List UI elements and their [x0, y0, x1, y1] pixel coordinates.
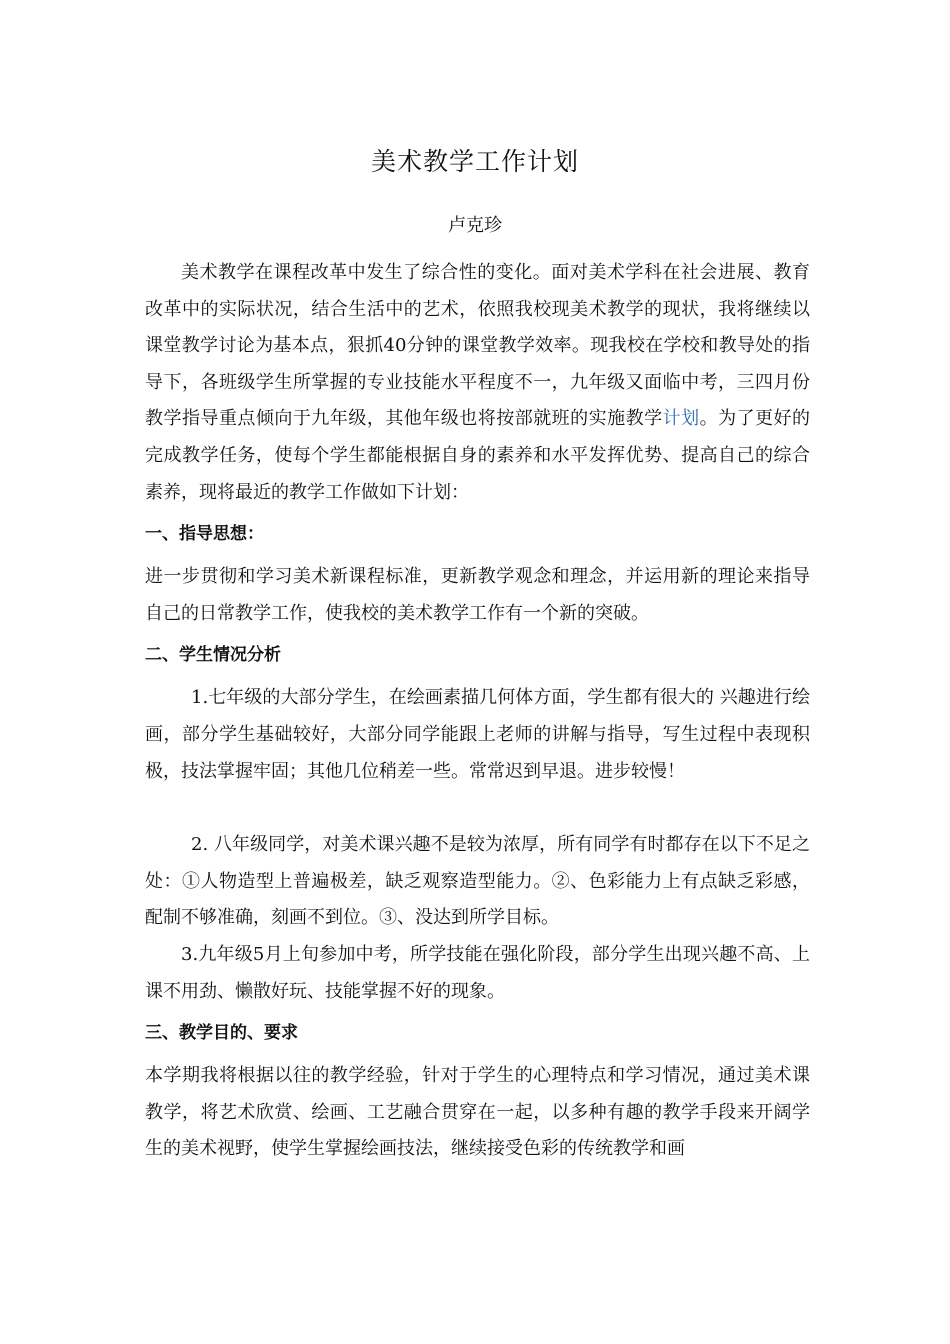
intro-paragraph: [145, 255, 810, 511]
section1-paragraph: 进一步贯彻和学习美术新课程标准，更新教学观念和理念，并运用新的理论来指导自己的日常教学工作，使我校的美术教学工作有一个新的突破。: [145, 566, 810, 624]
section1-heading: 一、指导思想：: [145, 524, 264, 545]
plan-link[interactable]: 计划: [662, 408, 700, 430]
section2-heading: 二、学生情况分析: [145, 645, 281, 666]
intro-text-part2: 。为了更好的完成教学任务，使每个学生都能根据自身的素养和水平发挥优势、提高自己的综合素养，现将最近的教学工作做如下计划：: [145, 408, 811, 503]
section2-item3: 3.九年级5月上旬参加中考，所学技能在强化阶段，部分学生出现兴趣不高、上课不用劲、懒散好玩、技能掌握不好的现象。: [145, 943, 810, 1002]
document-body: [145, 255, 810, 1168]
document-author: 卢克珍: [448, 215, 502, 236]
section2-item2: 2. 八年级同学，对美术课兴趣不是较为浓厚，所有同学有时都存在以下不足之处：①人物造型上普遍极差，缺乏观察造型能力。②、色彩能力上有点缺乏彩感，配制不够准确，刻画不到位。③、没达到所学目标。: [145, 834, 810, 929]
section2-item1: 1.七年级的大部分学生，在绘画素描几何体方面，学生都有很大的 兴趣进行绘画，部分学生基础较好，大部分同学能跟上老师的讲解与指导，写生过程中表现积极，技法掌握牢固；其他几位稍差一些。常常迟到早退。进步较慢！: [145, 687, 810, 782]
section3-heading: 三、教学目的、要求: [145, 1023, 298, 1044]
document-title: 美术教学工作计划: [370, 147, 579, 176]
intro-text-part1: 美术教学在课程改革中发生了综合性的变化。面对美术学科在社会进展、教育改革中的实际状况，结合生活中的艺术，依照我校现美术教学的现状，我将继续以课堂教学讨论为基本点，狠抓40分钟的课堂教学效率。现我校在学校和教导处的指导下，各班级学生所掌握的专业技能水平程度不一，九年级又面临中考，三四月份教学指导重点倾向于九年级，其他年级也将按部就班的实施教学: [145, 262, 810, 430]
section3-paragraph: 本学期我将根据以往的教学经验，针对于学生的心理特点和学习情况，通过美术课教学，将艺术欣赏、绘画、工艺融合贯穿在一起，以多种有趣的教学手段来开阔学生的美术视野，使学生掌握绘画技法，继续接受色彩的传统教学和画: [145, 1065, 810, 1160]
